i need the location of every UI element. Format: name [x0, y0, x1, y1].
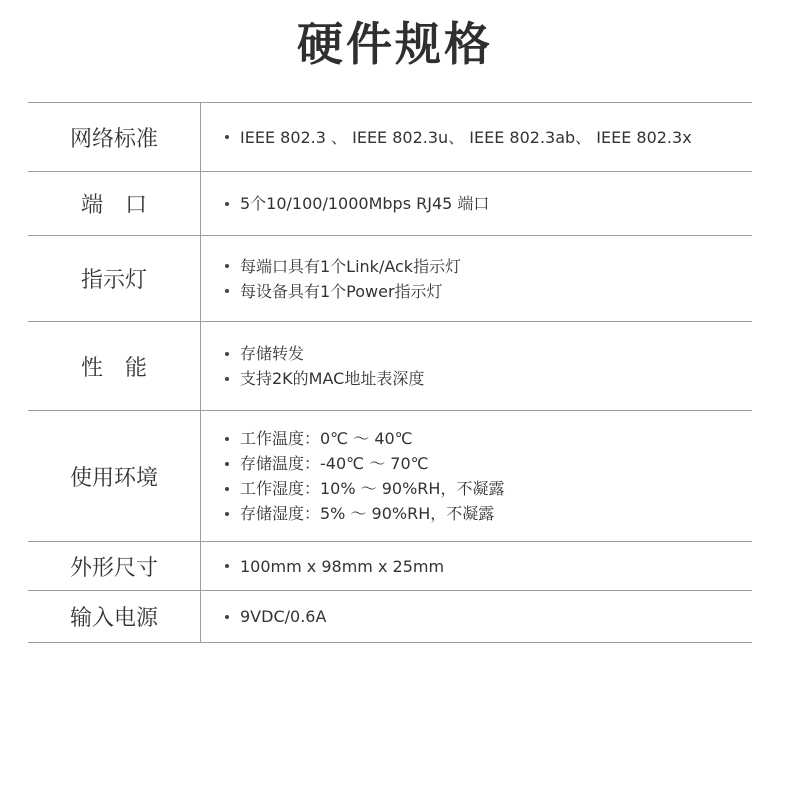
list-item	[225, 426, 752, 451]
item-text: 每端口具有1个Link/Ack指示灯	[240, 256, 462, 276]
item-text: 存储湿度：5% ～ 90%RH，不凝露	[240, 504, 495, 523]
spec-table	[28, 102, 752, 643]
list-item	[225, 604, 752, 629]
bullet-icon	[225, 264, 229, 268]
bullet-icon	[225, 352, 229, 356]
bullet-icon	[225, 437, 229, 441]
list-item	[225, 501, 752, 526]
list-item	[225, 125, 752, 150]
spec-row-dimensions	[28, 541, 752, 590]
list-item	[225, 554, 752, 579]
list-item	[225, 451, 752, 476]
item-text: 9VDC/0.6A	[240, 607, 327, 626]
page-title: 硬件规格	[297, 17, 493, 71]
row-values	[201, 172, 752, 235]
bullet-icon	[225, 202, 229, 206]
spec-row-environment	[28, 410, 752, 541]
spec-row-performance	[28, 321, 752, 410]
spec-row-power-input	[28, 590, 752, 643]
item-text: 每设备具有1个Power指示灯	[240, 281, 443, 301]
bullet-icon	[225, 512, 229, 516]
row-label: 外形尺寸	[28, 542, 201, 590]
item-text: 5个10/100/1000Mbps RJ45 端口	[240, 194, 490, 213]
spec-row-indicators	[28, 235, 752, 321]
item-text: 支持2K的MAC地址表深度	[240, 369, 425, 388]
item-text: IEEE 802.3 、 IEEE 802.3u、 IEEE 802.3ab、 IEEE 802.3x	[240, 127, 692, 147]
bullet-icon	[225, 462, 229, 466]
list-item	[225, 341, 752, 366]
bullet-icon	[225, 615, 229, 619]
row-values	[201, 591, 752, 642]
spec-row-ports	[28, 171, 752, 235]
row-label: 输入电源	[28, 591, 201, 642]
bullet-icon	[225, 564, 229, 568]
row-values	[201, 103, 752, 171]
item-text: 存储转发	[240, 344, 305, 363]
row-values	[201, 411, 752, 541]
list-item	[225, 366, 752, 391]
bullet-icon	[225, 487, 229, 491]
row-label: 使用环境	[28, 411, 201, 541]
spec-row-network-standard	[28, 102, 752, 171]
item-text: 存储温度：-40℃ ～ 70℃	[240, 454, 429, 473]
list-item	[225, 476, 752, 501]
list-item	[225, 254, 752, 279]
list-item	[225, 191, 752, 216]
row-label: 指示灯	[28, 236, 201, 321]
row-values	[201, 542, 752, 590]
row-label: 网络标准	[28, 103, 201, 171]
row-label: 端 口	[28, 172, 201, 235]
bullet-icon	[225, 377, 229, 381]
list-item	[225, 279, 752, 304]
bullet-icon	[225, 135, 229, 139]
item-text: 工作湿度：10% ～ 90%RH，不凝露	[240, 479, 505, 498]
row-values	[201, 322, 752, 410]
row-label: 性 能	[28, 322, 201, 410]
item-text: 100mm x 98mm x 25mm	[240, 556, 445, 576]
item-text: 工作温度：0℃ ～ 40℃	[240, 429, 413, 448]
row-values	[201, 236, 752, 321]
bullet-icon	[225, 289, 229, 293]
